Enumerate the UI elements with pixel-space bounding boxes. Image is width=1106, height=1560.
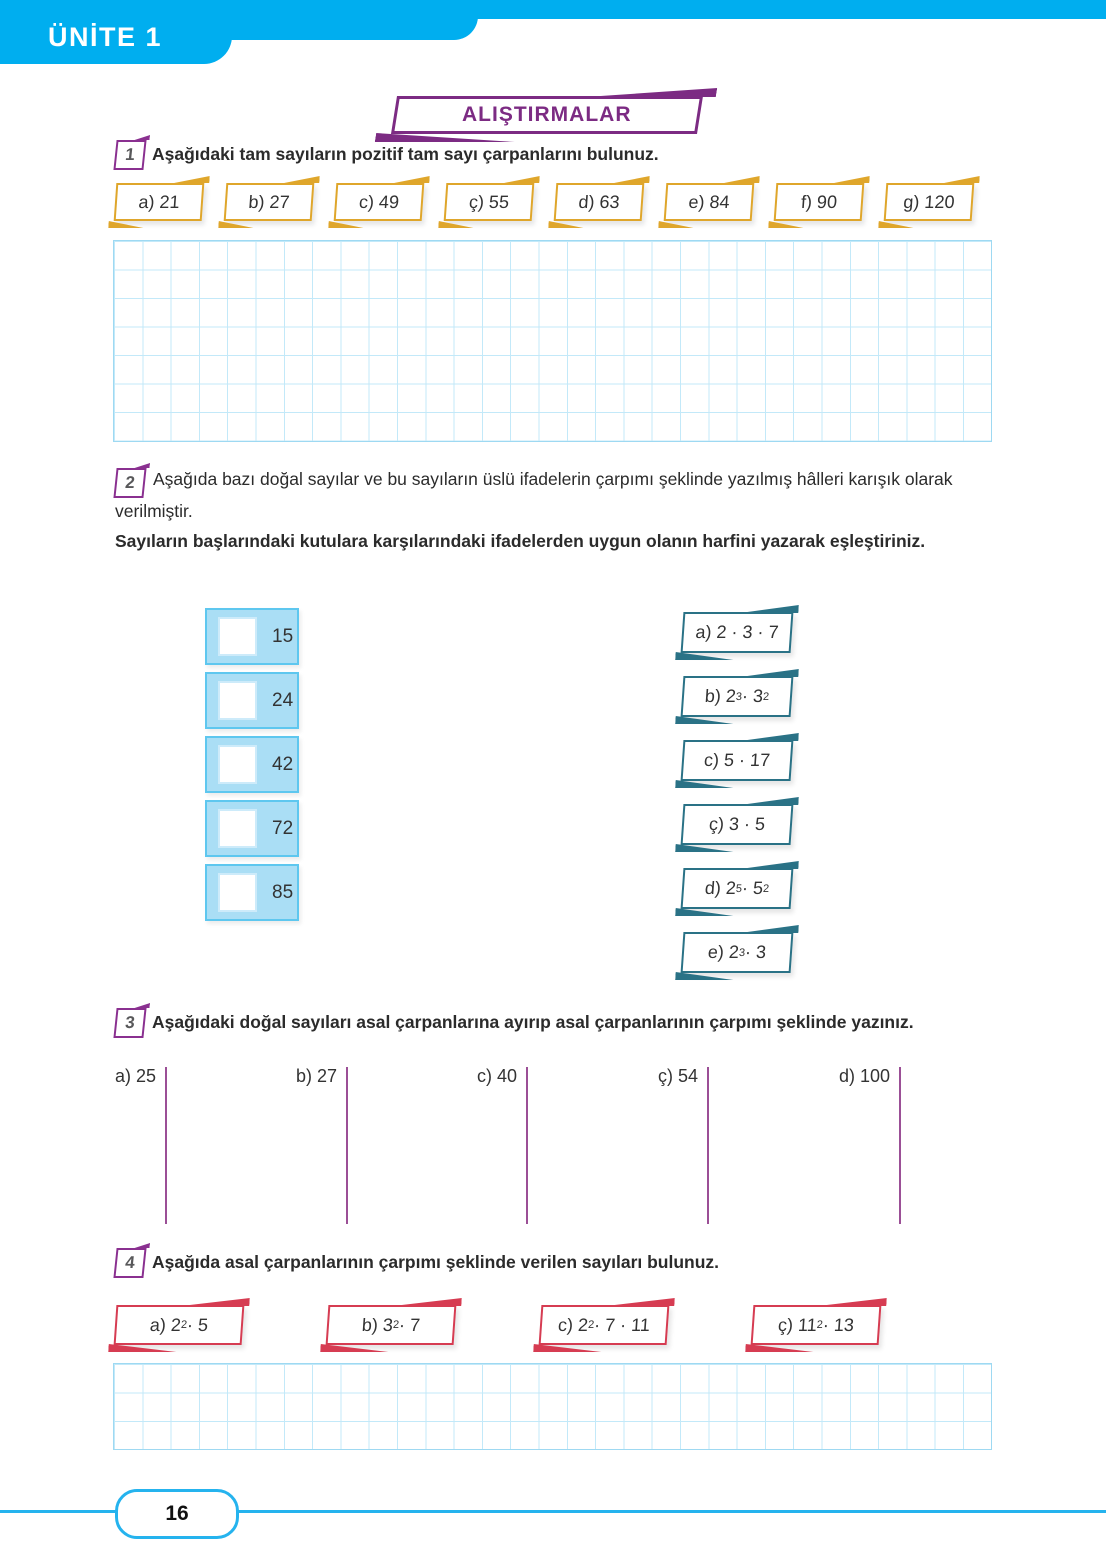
q2-expression-tag: ç) 3 · 5 — [681, 804, 794, 845]
q1-option-tag: d) 63 — [554, 183, 645, 221]
question-4-number: 4 — [113, 1248, 146, 1278]
q1-option-tag: e) 84 — [664, 183, 755, 221]
q4-expression-tag: c) 2 2 · 7 · 11 — [538, 1305, 669, 1345]
question-1-options-row — [115, 183, 973, 221]
match-number-box — [205, 864, 299, 921]
question-2-text: Aşağıda bazı doğal sayılar ve bu sayıların üslü ifadelerin çarpımı şeklinde yazılmış hâlleri karışık olarak verilmiştir. — [115, 469, 953, 521]
answer-box — [218, 681, 257, 720]
page-number-capsule — [115, 1489, 239, 1539]
question-2-expression-options — [682, 612, 792, 996]
q3-item-label: c) 40 — [477, 1066, 518, 1086]
q3-item-label: a) 25 — [115, 1066, 157, 1086]
question-1-text: Aşağıdaki tam sayıların pozitif tam sayı çarpanlarını bulunuz. — [152, 144, 659, 164]
q3-item-label: b) 27 — [296, 1066, 338, 1086]
q2-expression-tag: c) 5 · 17 — [681, 740, 794, 781]
q3-item-label: ç) 54 — [658, 1066, 699, 1086]
question-4-options-row — [115, 1305, 880, 1345]
match-number-box — [205, 800, 299, 857]
exercises-banner — [391, 96, 703, 134]
q1-option-tag: a) 21 — [114, 183, 205, 221]
q2-expression-tag: a) 2 · 3 · 7 — [681, 612, 794, 653]
match-number-box — [205, 672, 299, 729]
question-3-number: 3 — [113, 1008, 146, 1038]
q3-factor-column — [658, 1066, 839, 1224]
match-number-box — [205, 608, 299, 665]
q3-factor-column — [296, 1066, 477, 1224]
q4-expression-tag: a) 2 2 · 5 — [114, 1305, 245, 1345]
question-2-instruction: Sayıların başlarındaki kutulara karşılarındaki ifadelerden uygun olanın harfini yazarak eşleştiriniz. — [115, 531, 926, 551]
q1-option-tag: c) 49 — [334, 183, 425, 221]
match-number-box — [205, 736, 299, 793]
match-number: 42 — [272, 753, 294, 775]
q4-expression-tag: b) 3 2 · 7 — [326, 1305, 457, 1345]
question-4-text: Aşağıda asal çarpanlarının çarpımı şeklinde verilen sayıları bulunuz. — [152, 1252, 720, 1272]
factorization-line — [346, 1067, 348, 1224]
answer-box — [218, 745, 257, 784]
q1-option-tag: b) 27 — [224, 183, 315, 221]
exercises-banner-title: ALIŞTIRMALAR — [462, 103, 632, 126]
question-3-factor-columns — [115, 1066, 1105, 1224]
q1-option-tag: ç) 55 — [444, 183, 535, 221]
q3-factor-column — [477, 1066, 658, 1224]
match-number: 24 — [272, 689, 294, 711]
q1-option-tag: f) 90 — [774, 183, 865, 221]
q3-item-label: d) 100 — [839, 1066, 891, 1086]
answer-box — [218, 617, 257, 656]
question-3-text: Aşağıdaki doğal sayıları asal çarpanlarına ayırıp asal çarpanlarının çarpımı şeklinde yazınız. — [152, 1012, 914, 1032]
unit-title: ÜNİTE 1 — [48, 22, 163, 52]
work-grid-2 — [113, 1363, 992, 1450]
q2-expression-tag: d) 2 5 · 5 2 — [681, 868, 794, 909]
q3-factor-column — [115, 1066, 296, 1224]
match-number: 85 — [272, 881, 294, 903]
question-2-number: 2 — [113, 468, 146, 498]
question-1-number: 1 — [113, 140, 146, 170]
q2-expression-tag: b) 2 3 · 3 2 — [681, 676, 794, 717]
question-2-number-boxes — [205, 608, 299, 928]
page-number: 16 — [165, 1502, 189, 1525]
work-grid-1 — [113, 240, 992, 442]
factorization-line — [899, 1067, 901, 1224]
match-number: 72 — [272, 817, 294, 839]
answer-box — [218, 873, 257, 912]
answer-box — [218, 809, 257, 848]
q2-expression-tag: e) 2 3 · 3 — [681, 932, 794, 973]
q4-expression-tag: ç) 11 2 · 13 — [751, 1305, 882, 1345]
factorization-line — [707, 1067, 709, 1224]
factorization-line — [165, 1067, 167, 1224]
factorization-line — [526, 1067, 528, 1224]
q3-factor-column — [839, 1066, 1020, 1224]
q1-option-tag: g) 120 — [884, 183, 975, 221]
match-number: 15 — [272, 625, 294, 647]
